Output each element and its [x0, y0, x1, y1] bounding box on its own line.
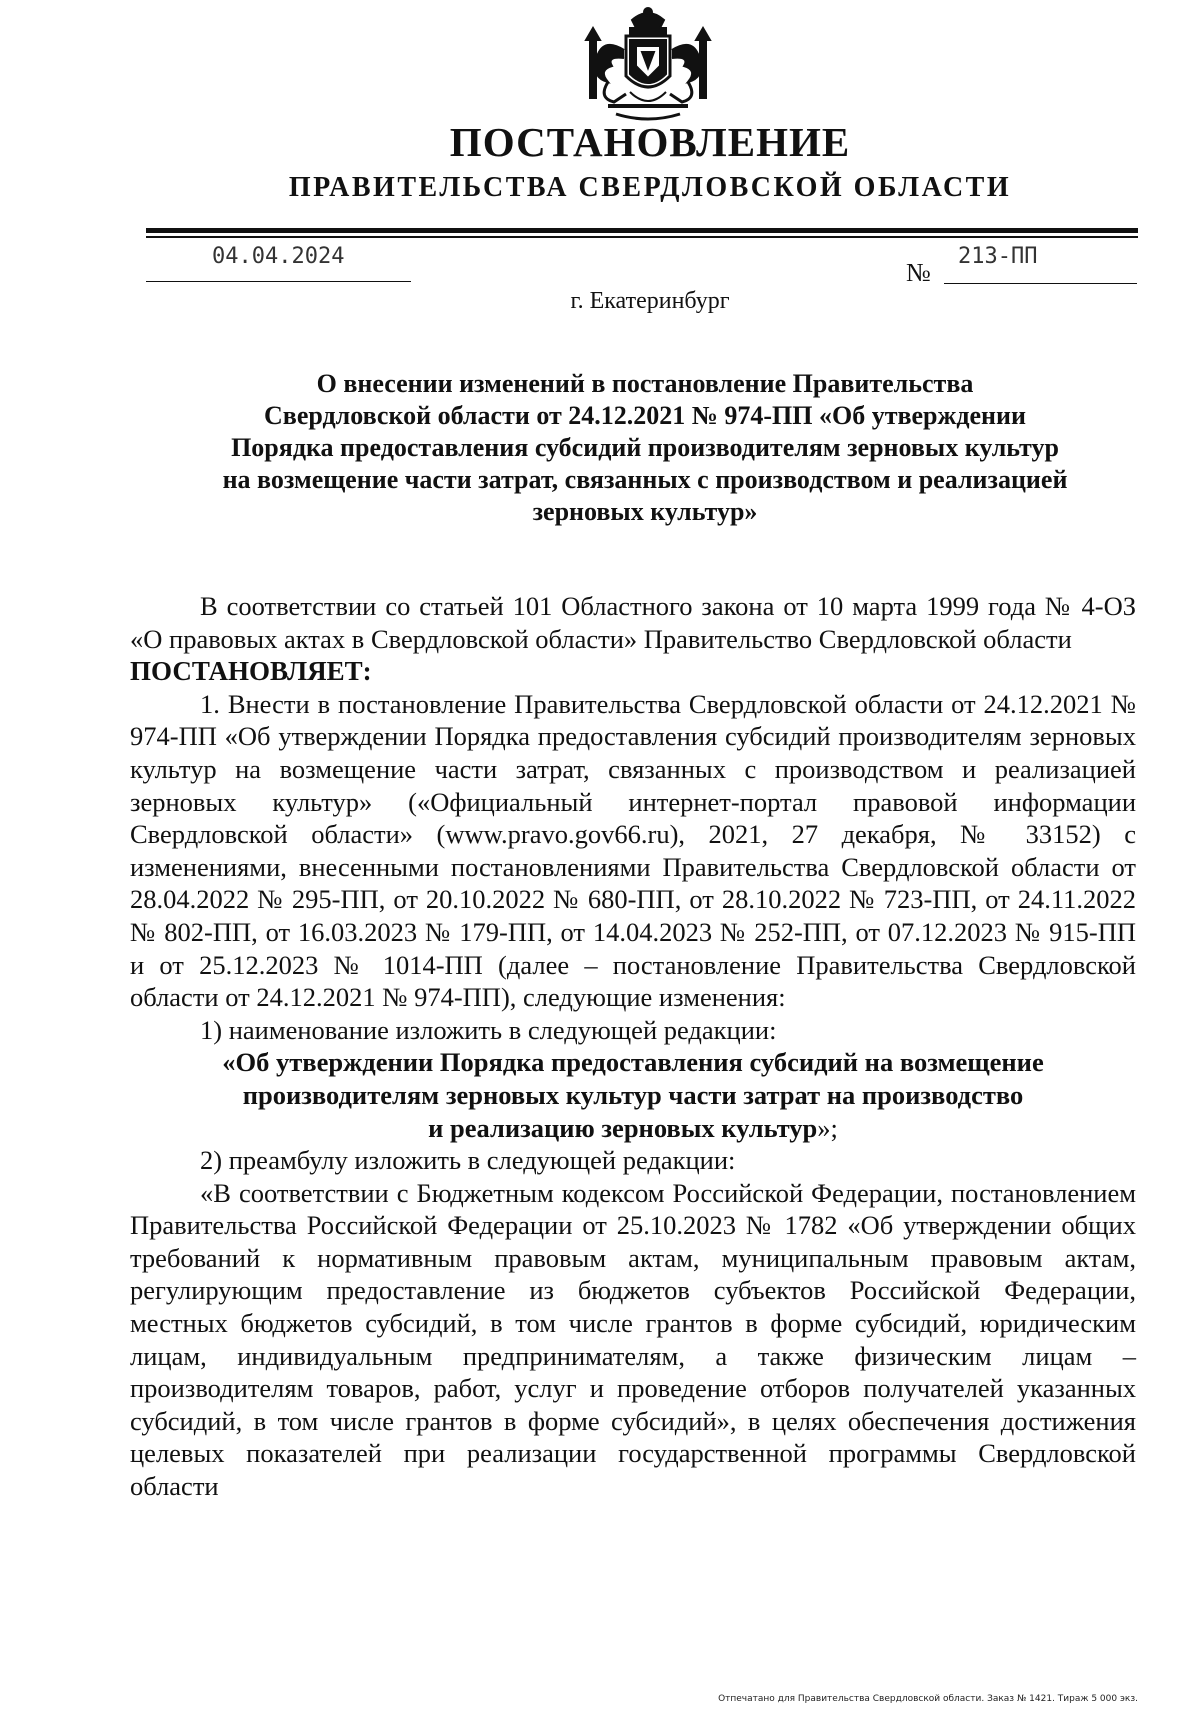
quote-line: «Об утверждении Порядка предоставления субсидий на возмещение [222, 1047, 1044, 1078]
issuer-subtitle: ПРАВИТЕЛЬСТВА СВЕРДЛОВСКОЙ ОБЛАСТИ [288, 172, 1012, 203]
item-1-paragraph: 1. Внести в постановление Правительства Свердловской области от 24.12.2021 № 974-ПП «Об утверждении Порядка предоставления субсидий производителям зерновых культур на возмещение части затрат, связанных с производством и реализацией зерновых культур» («Официальный интернет-портал правовой информации Свердловской области» (www.pravo.gov66.ru), 2021, 27 декабря, № 33152) с изменениями, внесенными постановлениями Правительства Свердловской области от 28.04.2022 № 295-ПП, от 20.10.2022 № 680-ПП, от 28.10.2022 № 723-ПП, от 24.11.2022 № 802-ПП, от 16.03.2023 № 179-ПП, от 14.04.2023 № 252-ПП, от 07.12.2023 № 915-ПП и от 25.12.2023 № 1014-ПП (далее – постановление Правительства Свердловской области от 24.12.2021 № 974-ПП), следующие изменения: [130, 688, 1136, 1013]
print-note: Отпечатано для Правительства Свердловской области. Заказ № 1421. Тираж 5 000 экз. [718, 1694, 1138, 1704]
heading-line: зерновых культур» [532, 497, 758, 526]
heading-line: на возмещение части затрат, связанных с производством и реализацией [222, 465, 1068, 494]
heading-line: Порядка предоставления субсидий производителям зерновых культур [231, 433, 1059, 462]
date-underline [146, 281, 411, 282]
resolves-heading: ПОСТАНОВЛЯЕТ: [130, 656, 372, 687]
subitem-1-paragraph: 1) наименование изложить в следующей редакции: [200, 1014, 777, 1045]
document-type-title: ПОСТАНОВЛЕНИЕ [449, 119, 851, 165]
quote-end: »; [817, 1112, 838, 1143]
document-body [130, 590, 1136, 1503]
number-sign: № [906, 258, 931, 287]
document-number: 213-ПП [958, 244, 1038, 269]
document-heading [150, 368, 1140, 528]
header-divider-thin [146, 236, 1138, 238]
coat-of-arms-emblem [568, 6, 728, 124]
header-divider-thick [146, 228, 1138, 233]
quote-line-text: и реализацию зерновых культур [428, 1112, 818, 1143]
heading-line: О внесении изменений в постановление Правительства [316, 369, 974, 398]
preamble-paragraph: В соответствии со статьей 101 Областного закона от 10 марта 1999 года № 4-ОЗ «О правовых актах в Свердловской области» Правительство Свердловской области [130, 591, 1136, 654]
number-underline [944, 283, 1137, 284]
document-date: 04.04.2024 [212, 244, 345, 269]
issue-city: г. Екатеринбург [570, 288, 730, 314]
quote-line-last [160, 1112, 1106, 1145]
subitem-2-paragraph: 2) преамбулу изложить в следующей редакции: [200, 1145, 736, 1176]
quote-line: производителям зерновых культур части затрат на производство [242, 1079, 1024, 1110]
heading-line: Свердловской области от 24.12.2021 № 974-ПП «Об утверждении [264, 401, 1026, 430]
preamble-new-text: «В соответствии с Бюджетным кодексом Российской Федерации, постановлением Правительства Российской Федерации от 25.10.2023 № 1782 «Об утверждении общих требований к нормативным правовым актам, муниципальным правовым актам, регулирующим предоставление из бюджетов субъектов Российской Федерации, местных бюджетов субсидий, в том числе грантов в форме субсидий, юридическим лицам, индивидуальным предпринимателям, а также физическим лицам – производителям товаров, работ, услуг и проведение отборов получателей указанных субсидий, в том числе грантов в форме субсидий», в целях обеспечения достижения целевых показателей при реализации государственной программы Свердловской области [130, 1177, 1136, 1502]
new-title-quote [130, 1046, 1136, 1144]
